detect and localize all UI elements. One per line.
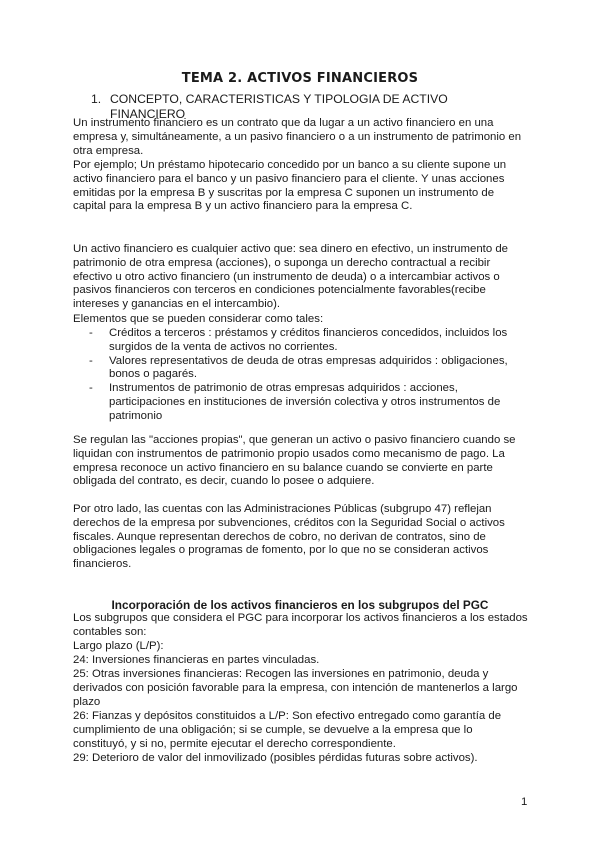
paragraph-activo-financiero: Un activo financiero es cualquier activo que: sea dinero en efectivo, un instrumento de patrimonio de otra empresa (acciones), o suponga un derecho contractual a recibir efectivo u otro activo financiero (un instrumento de deuda) o a intercambiar activos o pasivos financieros con terceros en condiciones potencialmente favorables(recibe intereses y ganancias en el intercambio). <box>73 243 508 311</box>
list-item-text: Instrumentos de patrimonio de otras empresas adquiridos : acciones, participaciones en instituciones de inversión colectiva y otros instrumentos de patrimonio <box>109 382 501 422</box>
paragraph-definition: Un instrumento financiero es un contrato que da lugar a un activo financiero en una empresa y, simultáneamente, a un pasivo financiero o a un instrumento de patrimonio en otra empresa. <box>73 117 522 157</box>
section-1-number: 1. <box>91 92 102 106</box>
subgroup-25: 25: Otras inversiones financieras: Recogen las inversiones en patrimonio, deuda y derivados con posición favorable para la empresa, con intención de mantenerlos a largo plazo <box>73 668 518 708</box>
bullet-dash: - <box>89 327 93 339</box>
paragraph-acciones-propias: Se regulan las "acciones propias", que generan un activo o pasivo financiero cuando se liquidan con instrumentos de patrimonio propio usados como mecanismo de pago. La empresa reconoce un activo financiero en su balance cuando se convierte en parte obligada del contrato, es decir, cuando lo posee o adquiere. <box>73 434 516 488</box>
subgroup-24: 24: Inversiones financieras en partes vinculadas. <box>73 654 320 666</box>
list-item <box>89 327 529 355</box>
list-item-text: Valores representativos de deuda de otras empresas adquiridos : obligaciones, bonos o pagarés. <box>109 354 508 381</box>
paragraph-administraciones: Por otro lado, las cuentas con las Administraciones Públicas (subgrupo 47) reflejan derechos de la empresa por subvenciones, créditos con la Seguridad Social o activos fiscales. Aunque representan derechos de cobro, no derivan de contratos, sino de obligaciones legales o programas de fomento, por lo que no se consideran activos financieros. <box>73 503 505 571</box>
paragraph-elementos: Elementos que se pueden considerar como tales: <box>73 313 324 325</box>
elements-list <box>89 327 529 424</box>
document-title: TEMA 2. ACTIVOS FINANCIEROS <box>181 71 419 86</box>
bullet-dash: - <box>89 354 93 367</box>
page-number: 1 <box>521 796 528 808</box>
bullet-dash: - <box>89 382 93 395</box>
list-item <box>89 355 529 383</box>
list-item <box>89 382 529 423</box>
label-largo-plazo: Largo plazo (L/P): <box>73 640 164 652</box>
section-1-title: CONCEPTO, CARACTERISTICAS Y TIPOLOGIA DE ACTIVO FINANCIERO <box>110 92 448 121</box>
paragraph-subgrupos-intro: Los subgrupos que considera el PGC para incorporar los activos financieros a los estados contables son: <box>73 612 528 638</box>
section-2-heading: Incorporación de los activos financieros en los subgrupos del PGC <box>111 598 489 612</box>
paragraph-example: Por ejemplo; Un préstamo hipotecario concedido por un banco a su cliente supone un activo financiero para el banco y un pasivo financiero para el cliente. Y unas acciones emitidas por la empresa B y suscritas por la empresa C suponen un instrumento de capital para la empresa B y un activo financiero para la empresa C. <box>73 159 507 213</box>
subgroup-29: 29: Deterioro de valor del inmovilizado (posibles pérdidas futuras sobre activos). <box>73 752 478 764</box>
list-item-text: Créditos a terceros : préstamos y créditos financieros concedidos, incluidos los surgidos de la venta de activos no corrientes. <box>109 327 508 353</box>
subgroup-26: 26: Fianzas y depósitos constituidos a L/P: Son efectivo entregado como garantía de cumplimiento de una obligación; si se cumple, se devuelve a la empresa que lo constituyó, y si no, permite ejecutar el derecho correspondiente. <box>73 710 502 750</box>
